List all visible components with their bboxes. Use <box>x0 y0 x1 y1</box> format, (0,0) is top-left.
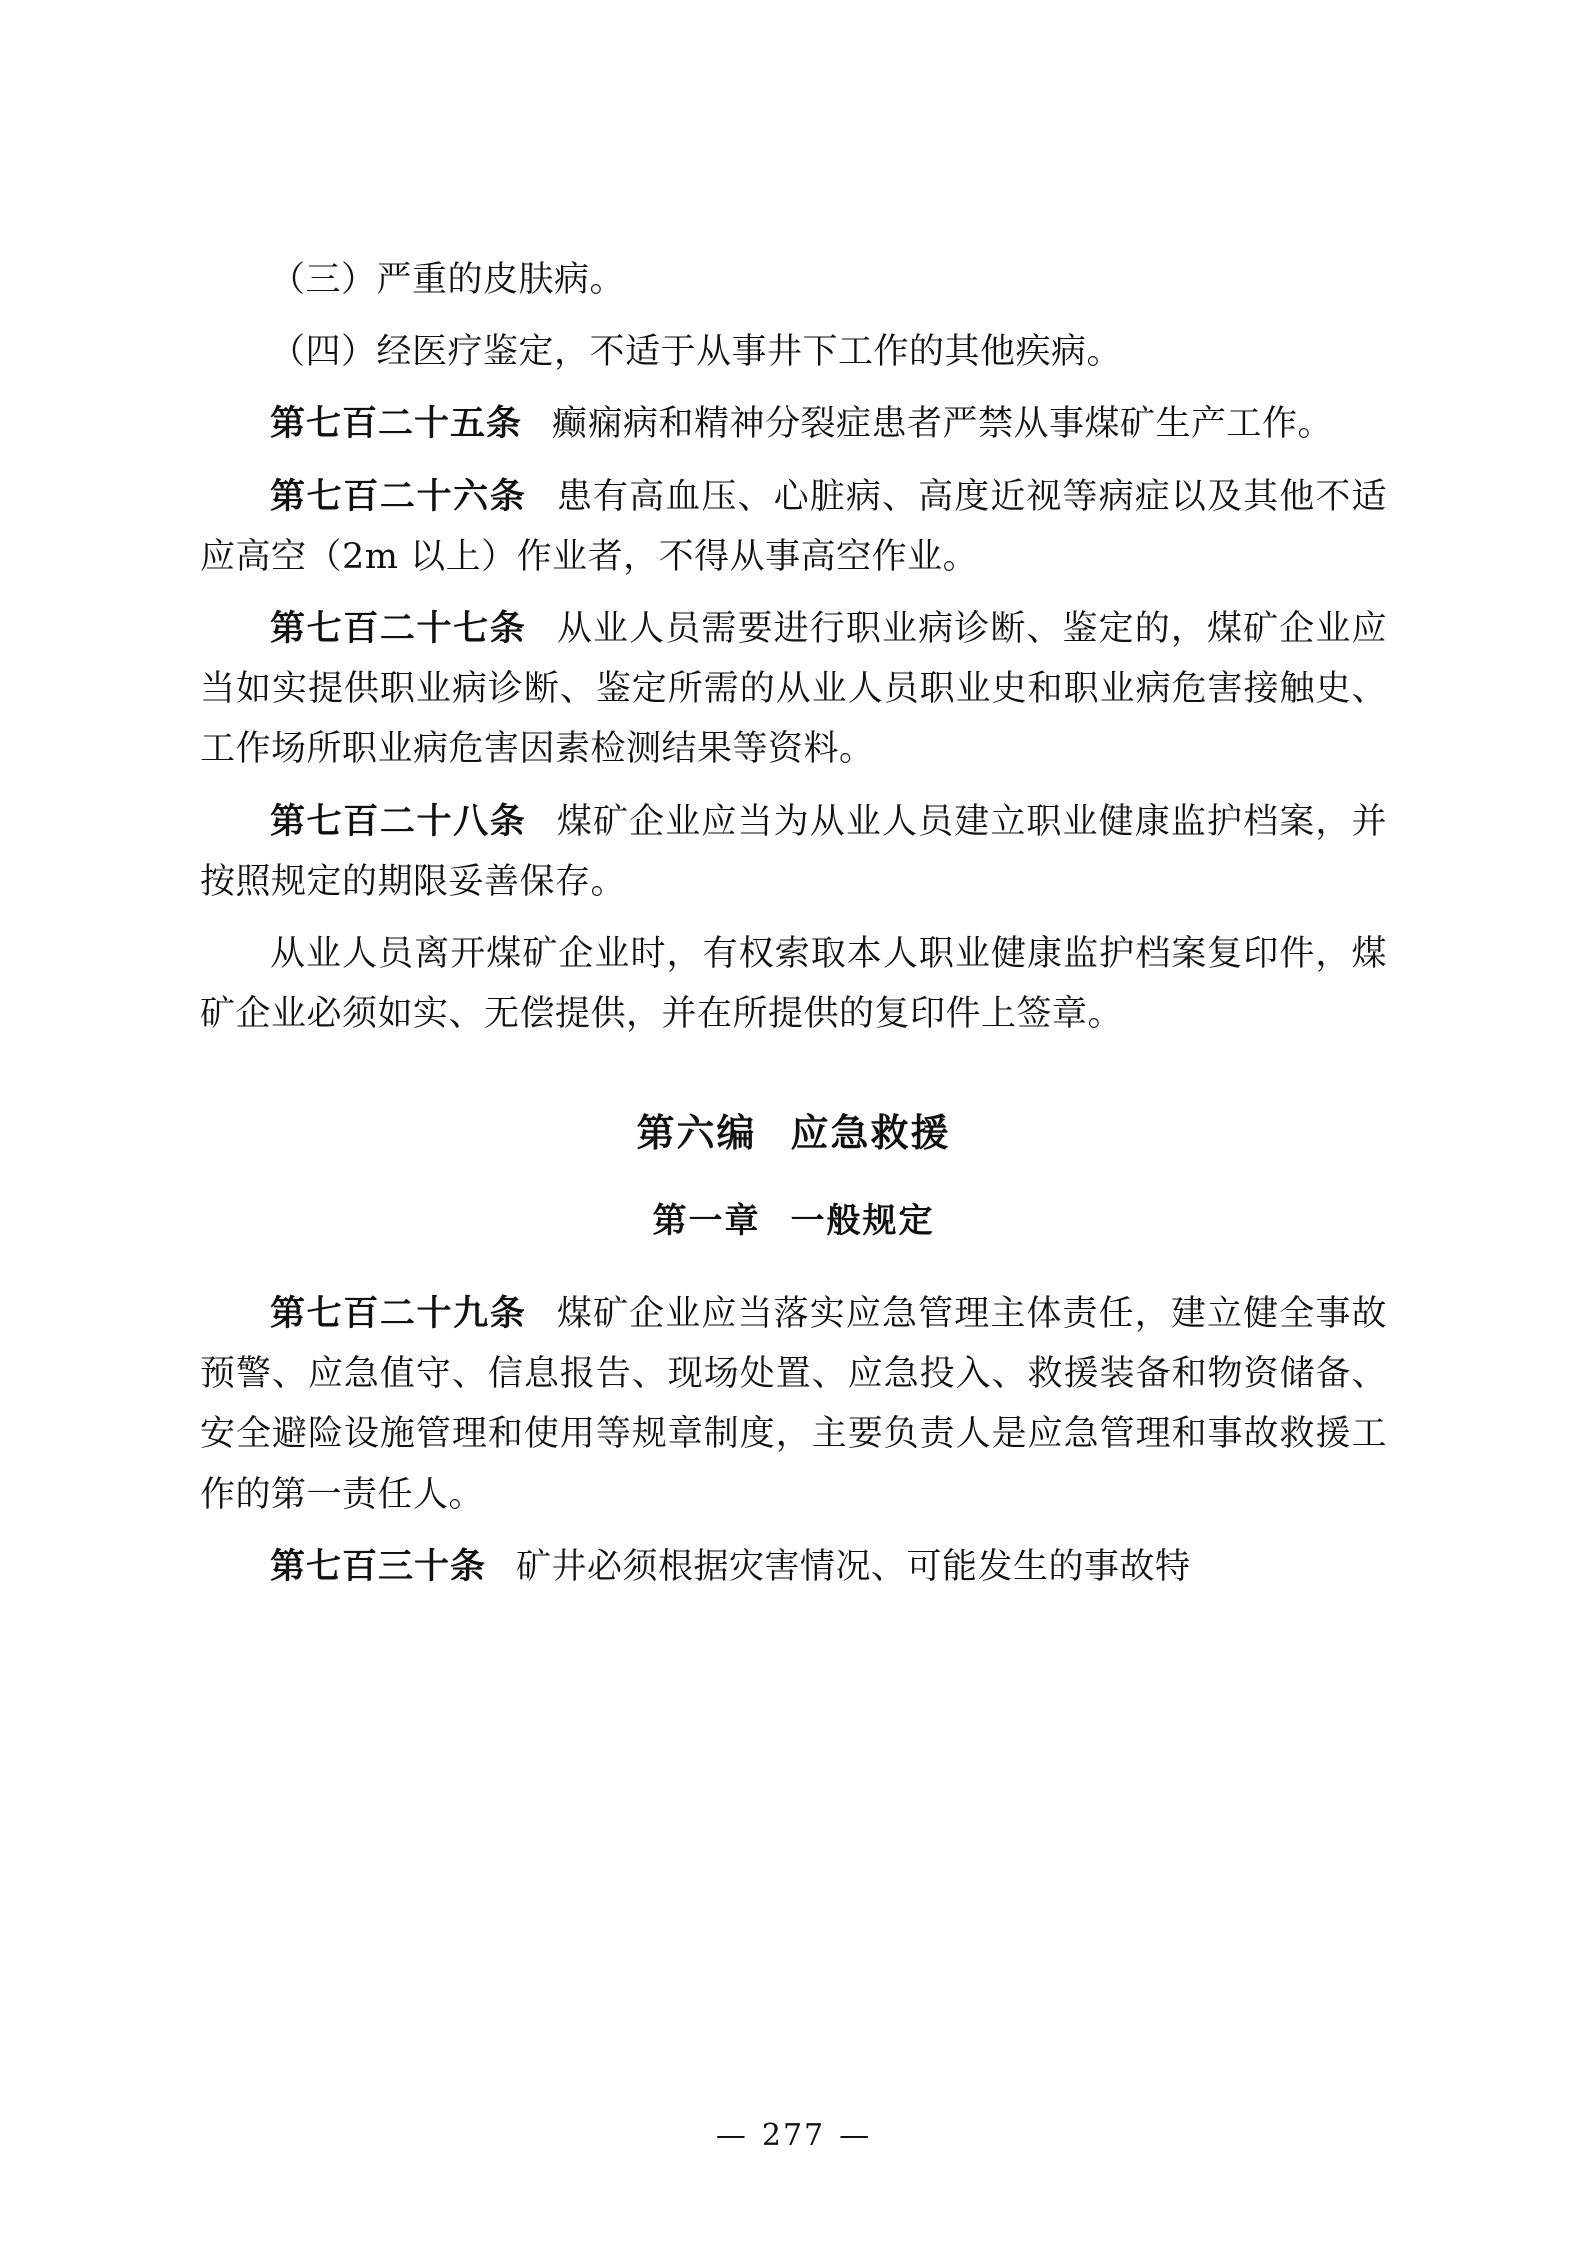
page-footer <box>0 2118 1587 2153</box>
article-paragraph <box>200 599 1387 780</box>
article-number: 第七百二十八条 <box>270 800 527 842</box>
article-paragraph <box>200 467 1387 587</box>
article-paragraph <box>200 394 1387 454</box>
chapter-heading-label: 第一章 <box>652 1200 761 1241</box>
article-number: 第七百二十六条 <box>270 475 527 517</box>
article-text: 癫痫病和精神分裂症患者严禁从事煤矿生产工作。 <box>552 404 1334 445</box>
article-text: 煤矿企业应当为从业人员建立职业健康监护档案，并按照规定的期限妥善保存。 <box>200 801 1387 902</box>
page-number: 277 <box>761 2118 826 2153</box>
footer-dash-left: — <box>715 2118 748 2153</box>
article-text: 矿井必须根据灾害情况、可能发生的事故特 <box>516 1546 1191 1587</box>
article-number: 第七百二十九条 <box>270 1293 527 1335</box>
part-heading <box>200 1100 1387 1165</box>
footer-dash-right: — <box>839 2118 872 2153</box>
part-heading-title: 应急救援 <box>790 1110 951 1156</box>
article-number: 第七百二十五条 <box>270 403 523 445</box>
list-item: （三）严重的皮肤病。 <box>270 260 626 300</box>
page-body <box>200 250 1387 1597</box>
part-heading-label: 第六编 <box>636 1110 757 1156</box>
article-paragraph <box>200 1284 1387 1525</box>
article-text: 从业人员需要进行职业病诊断、鉴定的，煤矿企业应当如实提供职业病诊断、鉴定所需的从业人员职业史和职业病危害接触史、工作场所职业病危害因素检测结果等资料。 <box>200 608 1387 770</box>
article-paragraph <box>200 792 1387 912</box>
article-paragraph <box>200 1537 1387 1597</box>
list-item: （四）经医疗鉴定，不适于从事井下工作的其他疾病。 <box>270 332 1123 373</box>
chapter-heading-title: 一般规定 <box>790 1200 935 1241</box>
article-text: 煤矿企业应当落实应急管理主体责任，建立健全事故预警、应急值守、信息报告、现场处置、应急投入、救援装备和物资储备、安全避险设施管理和使用等规章制度，主要负责人是应急管理和事故救援工作的第一责任人。 <box>200 1294 1387 1515</box>
article-number: 第七百二十七条 <box>270 607 527 649</box>
chapter-heading <box>200 1192 1387 1250</box>
article-sub-paragraph: 从业人员离开煤矿企业时，有权索取本人职业健康监护档案复印件，煤矿企业必须如实、无偿提供，并在所提供的复印件上签章。 <box>200 933 1387 1035</box>
article-number: 第七百三十条 <box>270 1545 487 1587</box>
article-text: 患有高血压、心脏病、高度近视等病症以及其他不适应高空（2m 以上）作业者，不得从事高空作业。 <box>200 476 1387 577</box>
